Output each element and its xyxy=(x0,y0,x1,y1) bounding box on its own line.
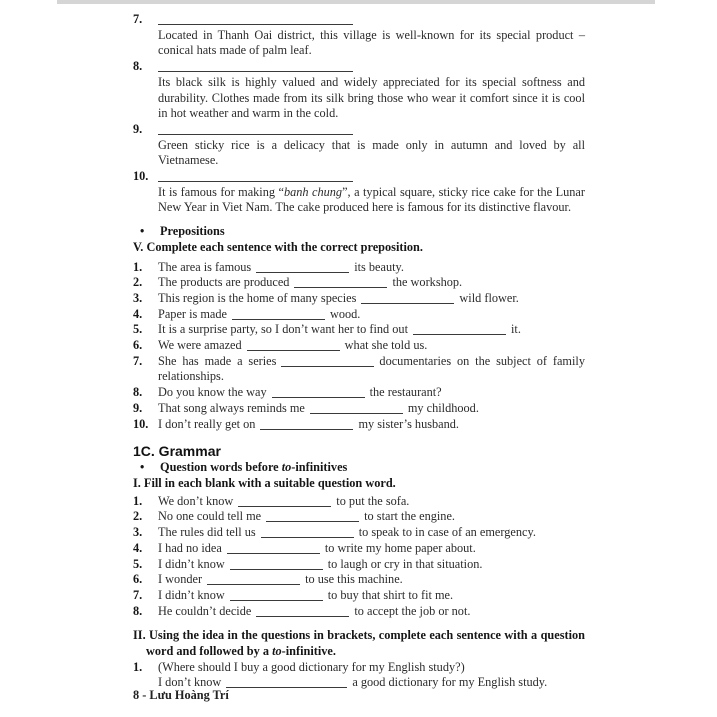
exercise-ii-instruction xyxy=(133,628,585,659)
instruction-italic: to xyxy=(272,644,282,659)
item-number: 5. xyxy=(133,322,143,337)
sentence-pre: That song always reminds me xyxy=(158,400,305,415)
item-number: 1. xyxy=(133,259,143,274)
sentence-pre: No one could tell me xyxy=(158,509,262,524)
item-number: 7. xyxy=(133,587,143,602)
item-number: 7. xyxy=(133,12,143,26)
exercise-v-instruction: V. Complete each sentence with the correct preposition. xyxy=(133,239,423,254)
item-number: 4. xyxy=(133,306,143,321)
instruction-post: -infinitive. xyxy=(281,644,336,659)
item-description: Located in Thanh Oai district, this village is well-known for its special product – conical hats made of palm leaf. xyxy=(158,27,585,58)
sentence-post: to buy that shirt to fit me. xyxy=(327,587,454,602)
section-heading-label: Prepositions xyxy=(160,224,225,239)
sentence-item xyxy=(133,509,585,525)
sentence-pre: I don’t know xyxy=(158,675,222,690)
sentence-item xyxy=(133,525,585,541)
description-text: It is famous for making “ xyxy=(158,184,284,199)
item-number: 8. xyxy=(133,385,143,400)
item-number: 8. xyxy=(133,59,143,74)
italic-term: banh chung xyxy=(283,184,343,199)
item-number: 8. xyxy=(133,603,143,618)
answer-blank xyxy=(158,122,353,135)
fill-blank xyxy=(294,275,387,288)
sentence-post: the workshop. xyxy=(392,275,463,290)
item-number: 2. xyxy=(133,275,143,290)
item-number: 9. xyxy=(133,400,143,415)
item-number: 10. xyxy=(133,169,149,184)
fill-blank xyxy=(261,525,354,538)
item-number: 10. xyxy=(133,416,149,431)
sentence-post: wood. xyxy=(329,306,361,321)
answer-item xyxy=(133,169,585,216)
sentence-post: my childhood. xyxy=(407,400,479,415)
sentence-item xyxy=(133,417,585,433)
fill-blank xyxy=(310,401,403,414)
item-description: Green sticky rice is a delicacy that is made only in autumn and loved by all Vietnamese. xyxy=(158,137,585,168)
sentence-item xyxy=(133,588,585,604)
answer-item xyxy=(133,59,585,122)
sentence-item xyxy=(133,385,585,401)
item-number: 7. xyxy=(133,353,143,368)
sentence-pre: This region is the home of many species xyxy=(158,290,357,305)
sentence-pre: It is a surprise party, so I don’t want her to find out xyxy=(158,322,408,337)
fill-blank xyxy=(256,604,349,617)
sentence-post: documentaries on the subject of family relationships. xyxy=(158,353,585,384)
item-description: Its black silk is highly valued and widely appreciated for its special softness and durability. Clothes made from its silk bring those who wear it comfort since it is cool in hot weather and warm in the cold. xyxy=(158,74,585,121)
fill-blank xyxy=(226,675,347,688)
sentence-item xyxy=(133,275,585,291)
item-number: 6. xyxy=(133,338,143,353)
question-words-list xyxy=(133,494,585,620)
sentence-post: my sister’s husband. xyxy=(358,416,459,431)
sentence-item xyxy=(133,307,585,323)
sentence-item xyxy=(133,322,585,338)
item-number: 4. xyxy=(133,540,143,555)
rewrite-item xyxy=(133,660,585,691)
fill-blank xyxy=(361,291,454,304)
sentence-post: to use this machine. xyxy=(305,572,403,587)
item-number: 1. xyxy=(133,659,143,674)
bullet-icon: • xyxy=(140,224,145,239)
page-footer: 8 - Lưu Hoàng Trí xyxy=(133,688,229,702)
fill-blank xyxy=(227,541,320,554)
sentence-post: to speak to in case of an emergency. xyxy=(358,525,536,540)
sentence-item xyxy=(133,604,585,620)
answer-item xyxy=(133,12,585,59)
sentence-pre: She has made a series xyxy=(158,353,277,368)
sentence-pre: Paper is made xyxy=(158,306,227,321)
sentence-pre: I had no idea xyxy=(158,540,222,555)
fill-blank xyxy=(281,354,374,367)
sentence-pre: The rules did tell us xyxy=(158,525,256,540)
sentence-item xyxy=(133,260,585,276)
sentence-item xyxy=(133,291,585,307)
sentence-pre: He couldn’t decide xyxy=(158,603,252,618)
topic-italic: to xyxy=(281,460,292,475)
sentence-post: its beauty. xyxy=(354,259,404,274)
sentence-post: to accept the job or not. xyxy=(354,603,471,618)
sentence-pre: I wonder xyxy=(158,572,203,587)
sentence-post: to start the engine. xyxy=(364,509,455,524)
sentence-post: to write my home paper about. xyxy=(324,540,476,555)
answer-item xyxy=(133,122,585,169)
sentence-post: to put the sofa. xyxy=(336,493,410,508)
answer-blank xyxy=(158,169,353,182)
exercise-i-instruction: I. Fill in each blank with a suitable question word. xyxy=(133,475,396,490)
fill-blank xyxy=(260,417,353,430)
item-number: 3. xyxy=(133,290,143,305)
prepositions-list xyxy=(133,260,585,433)
scan-edge-artifact xyxy=(57,0,655,4)
fill-blank xyxy=(232,307,325,320)
sentence-item xyxy=(133,338,585,354)
sentence-pre: We were amazed xyxy=(158,338,242,353)
sentence-item xyxy=(133,401,585,417)
sentence-post: the restaurant? xyxy=(369,385,442,400)
sentence-pre: I didn’t know xyxy=(158,587,225,602)
fill-blank xyxy=(247,338,340,351)
description-text: ”, a typical square, sticky rice cake for the Lunar New Year in Viet Nam. The cake produced here is famous for its distinctive flavour. xyxy=(158,184,585,215)
bullet-icon: • xyxy=(140,460,145,475)
page-content xyxy=(133,12,585,691)
sentence-post: a good dictionary for my English study. xyxy=(352,675,548,690)
item-number: 1. xyxy=(133,493,143,508)
item-number: 6. xyxy=(133,572,143,587)
fill-blank xyxy=(256,260,349,273)
fill-blank xyxy=(230,588,323,601)
topic-pre: Question words before xyxy=(160,460,282,475)
sentence-item xyxy=(133,572,585,588)
sentence-pre: Do you know the way xyxy=(158,385,267,400)
section-heading-prepositions xyxy=(133,224,585,240)
sentence-item xyxy=(133,541,585,557)
sentence-post: to laugh or cry in that situation. xyxy=(327,556,483,571)
item-number: 9. xyxy=(133,121,143,136)
fill-blank xyxy=(230,557,323,570)
sentence-post: what she told us. xyxy=(344,338,428,353)
item-number: 5. xyxy=(133,556,143,571)
topic-post: -infinitives xyxy=(291,460,348,475)
fill-blank xyxy=(238,494,331,507)
fill-blank xyxy=(272,385,365,398)
item-description xyxy=(158,185,585,216)
sentence-pre: I didn’t know xyxy=(158,556,225,571)
fill-blank xyxy=(266,509,359,522)
sentence-pre: The products are produced xyxy=(158,275,290,290)
sentence-pre: We don’t know xyxy=(158,493,234,508)
sentence-item xyxy=(133,557,585,573)
sentence-item xyxy=(133,354,585,385)
fill-blank xyxy=(413,322,506,335)
answer-blank xyxy=(158,12,353,25)
item-number: 2. xyxy=(133,509,143,524)
sentence-pre: I don’t really get on xyxy=(158,416,256,431)
instruction-pre: II. Using the idea in the questions in brackets, complete each sentence with a question word and followed by a xyxy=(133,628,585,659)
fill-blank xyxy=(207,572,300,585)
answer-blank xyxy=(158,59,353,72)
sentence-post: it. xyxy=(511,322,521,337)
section-heading-question-words xyxy=(133,460,585,476)
sentence-item xyxy=(133,494,585,510)
grammar-section-title: 1C. Grammar xyxy=(133,443,221,460)
item-number: 3. xyxy=(133,525,143,540)
sentence-post: wild flower. xyxy=(459,290,519,305)
sentence-pre: The area is famous xyxy=(158,259,252,274)
bracket-question: (Where should I buy a good dictionary for my English study?) xyxy=(158,659,465,674)
